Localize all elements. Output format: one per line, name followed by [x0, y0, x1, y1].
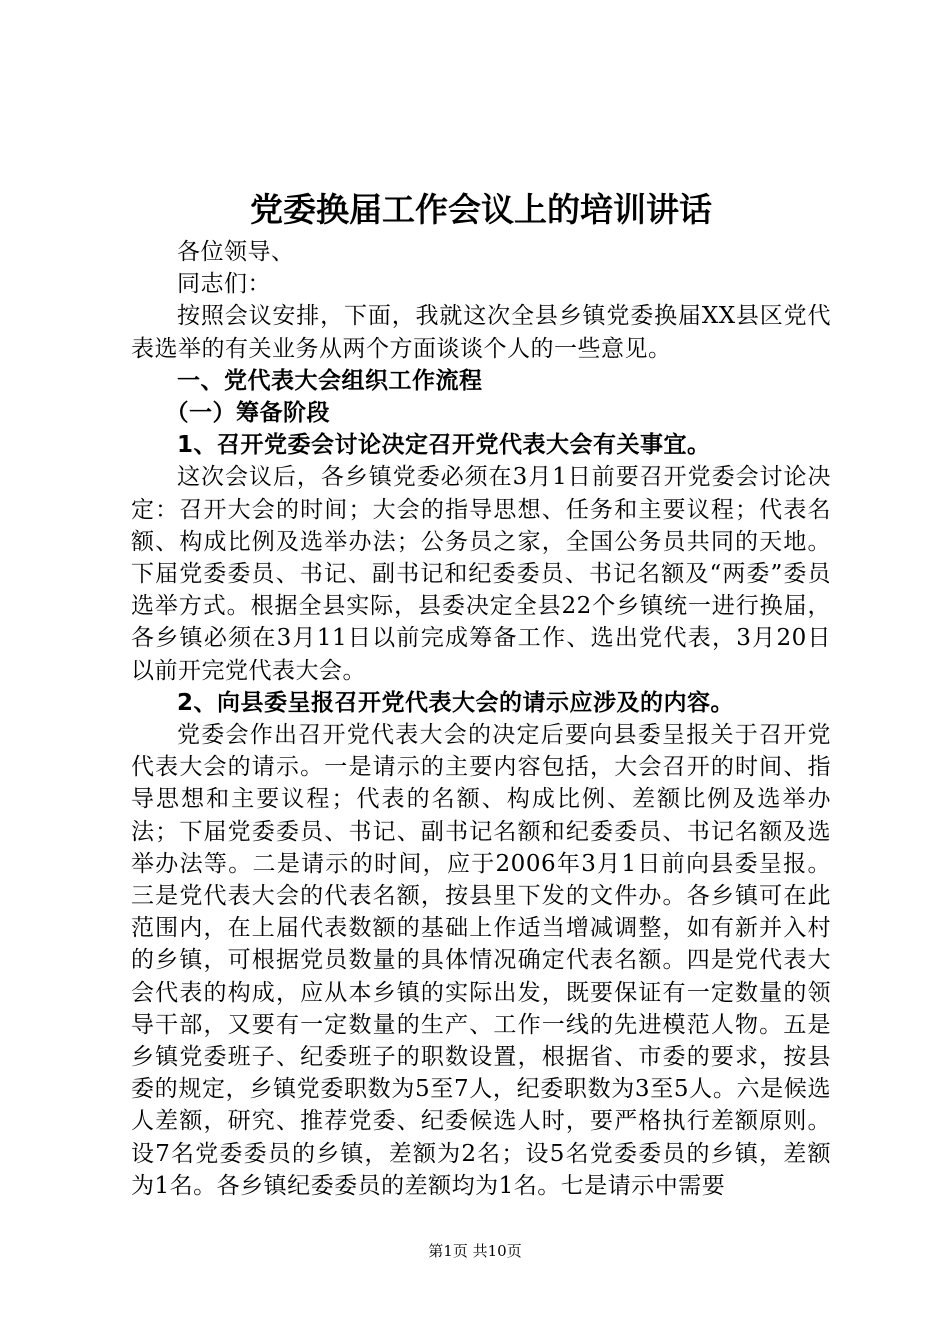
intro-paragraph: 按照会议安排，下面，我就这次全县乡镇党委换届XX县区党代表选举的有关业务从两个方面谈谈个人的一些意见。: [131, 303, 831, 362]
item-1-paragraph: 这次会议后，各乡镇党委必须在3月1日前要召开党委会讨论决定：召开大会的时间；大会的指导思想、任务和主要议程；代表名额、构成比例及选举办法；公务员之家，全国公务员共同的天地。下届党委委员、书记、副书记和纪委委员、书记名额及“两委”委员选举方式。根据全县实际，县委决定全县22个乡镇统一进行换届，各乡镇必须在3月11日以前完成筹备工作、选出党代表，3月20日以前开完党代表大会。: [131, 464, 831, 684]
salutation-leaders: 各位领导、: [177, 239, 295, 265]
document-body: [131, 184, 831, 1202]
item-heading-2: 2、向县委呈报召开党代表大会的请示应涉及的内容。: [177, 689, 735, 716]
subsection-heading-preparation: （一）筹备阶段: [165, 400, 330, 427]
salutation-comrades: 同志们：: [177, 271, 271, 298]
section-heading-1: 一、党代表大会组织工作流程: [177, 367, 483, 394]
item-2-paragraph: 党委会作出召开党代表大会的决定后要向县委呈报关于召开党代表大会的请示。一是请示的主要内容包括，大会召开的时间、指导思想和主要议程；代表的名额、构成比例、差额比例及选举办法；下届党委委员、书记、副书记名额和纪委委员、书记名额及选举办法等。二是请示的时间，应于2006年3月1日前向县委呈报。三是党代表大会的代表名额，按县里下发的文件办。各乡镇可在此范围内，在上届代表数额的基础上作适当增减调整，如有新并入村的乡镇，可根据党员数量的具体情况确定代表名额。四是党代表大会代表的构成，应从本乡镇的实际出发，既要保证有一定数量的领导干部，又要有一定数量的生产、工作一线的先进模范人物。五是乡镇党委班子、纪委班子的职数设置，根据省、市委的要求，按县委的规定，乡镇党委职数为5至7人，纪委职数为3至5人。六是候选人差额，研究、推荐党委、纪委候选人时，要严格执行差额原则。设7名党委委员的乡镇，差额为2名；设5名党委委员的乡镇，差额为1名。各乡镇纪委委员的差额均为1名。七是请示中需要: [131, 722, 831, 1199]
item-heading-1: 1、召开党委会讨论决定召开党代表大会有关事宜。: [177, 432, 711, 459]
document-title: 党委换届工作会议上的培训讲话: [250, 190, 712, 229]
page-number-footer: 第1页 共10页: [428, 1242, 522, 1260]
